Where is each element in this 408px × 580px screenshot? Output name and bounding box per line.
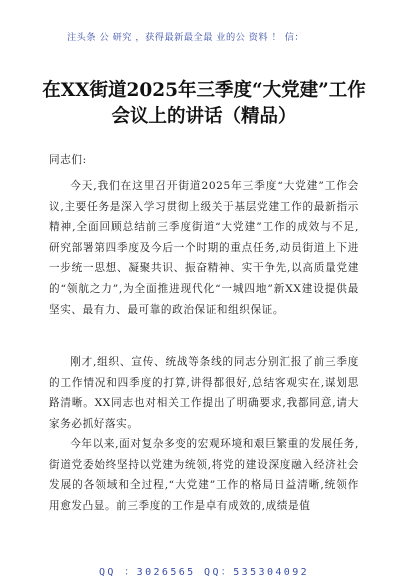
paragraph: 刚才,组织、宣传、统战等条线的同志分别汇报了前三季度的工作情况和四季度的打算,讲得都很好,总结客观实在,谋划思路清晰。XX同志也对相关工作提出了明确要求,我都同意,请大家务必抓好落实。 xyxy=(49,356,359,430)
page-header xyxy=(0,0,408,50)
page-footer xyxy=(0,560,408,580)
paragraph: 今年以来,面对复杂多变的宏观环境和艰巨繁重的发展任务,街道党委始终坚持以党建为统领,将党的建设深度融入经济社会发展的各领域和全过程,“大党建”工作的格局日益清晰,统领作用愈发凸显。前三季度的工作是卓有成效的,成绩是值 xyxy=(49,438,359,512)
footer-contact-text: QQ ：3026565 QQ：535304092 xyxy=(99,567,310,578)
salutation: 同志们: xyxy=(49,154,87,166)
document-title: 在XX街道2025年三季度“大党建”工作会议上的讲话（精品） xyxy=(42,80,366,127)
header-banner-text: 注头条 公 研究 ，获得最新最全最 业的公 资料 ！ 信： xyxy=(67,32,305,43)
paragraph: 今天,我们在这里召开街道2025年三季度“大党建”工作会议,主要任务是深入学习贯彻上级关于基层党建工作的最新指示精神,全面回顾总结前三季度街道“大党建”工作的成效与不足,研究部署第四季度及今后一个时期的重点任务,动员街道上下进一步统一思想、凝聚共识、振奋精神、实干争先,以高质量党建的“领航之力”,为全面推进现代化“一城四地”新XX建设提供最坚实、最有力、最可靠的政治保证和组织保证。 xyxy=(49,180,359,316)
